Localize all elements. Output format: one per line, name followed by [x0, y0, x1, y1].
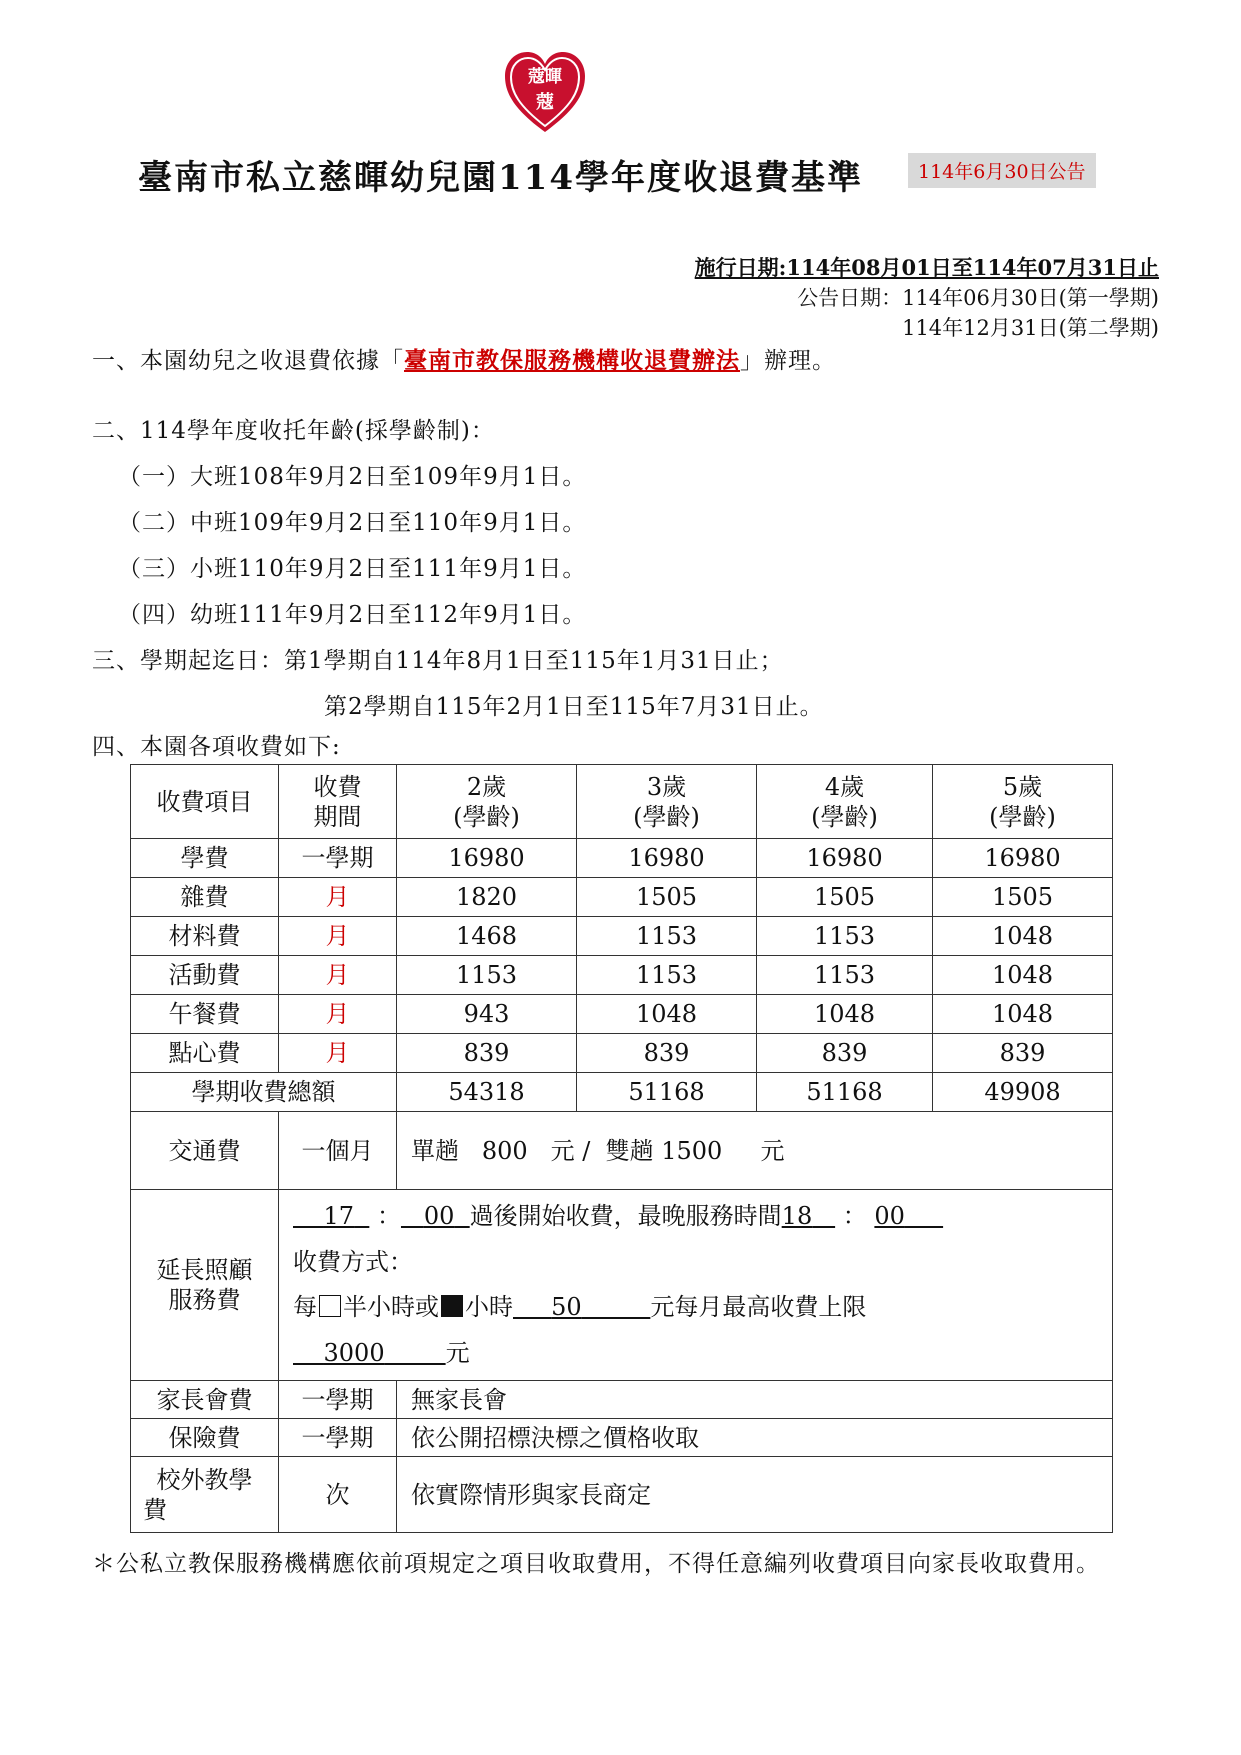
- single-trip-fee: 800: [481, 1136, 528, 1165]
- fee-value: 839: [933, 1034, 1113, 1073]
- insurance-item: 保險費: [131, 1419, 279, 1457]
- fee-value: 1820: [397, 878, 577, 917]
- fee-value: 943: [397, 995, 577, 1034]
- header-age-3: [577, 765, 757, 839]
- fee-value: 839: [577, 1034, 757, 1073]
- fee-value: 16980: [577, 839, 757, 878]
- trip-item: [131, 1457, 279, 1533]
- fee-value: 1505: [757, 878, 933, 917]
- cap-line: [293, 1331, 1112, 1377]
- school-logo: [505, 52, 585, 134]
- start-minute: 00: [423, 1202, 455, 1230]
- section-1-prefix: 一、本園幼兒之收退費依據「: [92, 348, 404, 374]
- age-label: 3歲: [646, 772, 687, 801]
- total-value: 51168: [757, 1073, 933, 1112]
- total-label: 學期收費總額: [131, 1073, 397, 1112]
- header-period: [279, 765, 397, 839]
- parents-item: 家長會費: [131, 1381, 279, 1419]
- header-age-2: [397, 765, 577, 839]
- age-label: 4歲: [824, 772, 865, 801]
- semester-dates-line-2: 第2學期自115年2月1日至115年7月31日止。: [324, 694, 824, 720]
- age-note: (學齡): [633, 802, 700, 831]
- table-row: [131, 878, 1113, 917]
- table-row: [131, 995, 1113, 1034]
- announce-date-2: 114年12月31日(第二學期): [902, 316, 1159, 340]
- age-label: 5歲: [1002, 772, 1043, 801]
- fee-item: 學費: [131, 839, 279, 878]
- unit: 元: [760, 1136, 785, 1165]
- section-1-suffix: 」辦理。: [740, 348, 836, 374]
- age-note: (學齡): [989, 802, 1056, 831]
- parents-row: [131, 1381, 1113, 1419]
- total-row: [131, 1073, 1113, 1112]
- svg-text:蔻: 蔻: [536, 92, 554, 113]
- fee-period: 月: [279, 878, 397, 917]
- cap-unit: 元: [445, 1338, 470, 1367]
- header-period-line1: 收費: [313, 772, 362, 801]
- fee-value: 839: [757, 1034, 933, 1073]
- announce-date-1: 公告日期：114年06月30日(第一學期): [797, 286, 1159, 310]
- insurance-row: [131, 1419, 1113, 1457]
- fee-value: 16980: [933, 839, 1113, 878]
- fee-value: 1048: [757, 995, 933, 1034]
- extended-care-row: [131, 1190, 1113, 1381]
- trip-item-line2: 費: [143, 1495, 167, 1524]
- semester-dates-line-1: 三、學期起迄日：第1學期自114年8月1日至115年1月31日止；: [92, 648, 784, 674]
- fee-value: 1468: [397, 917, 577, 956]
- parents-desc: 無家長會: [397, 1381, 1113, 1419]
- fee-item: 雜費: [131, 878, 279, 917]
- fee-value: 1153: [757, 917, 933, 956]
- regulation-link[interactable]: 臺南市教保服務機構收退費辦法: [404, 347, 740, 374]
- footnote-mark: ＊: [92, 1551, 116, 1577]
- start-hour: 17: [323, 1202, 355, 1230]
- double-trip-label: 雙趟: [605, 1136, 654, 1165]
- method-label: 收費方式：: [293, 1247, 413, 1276]
- footnote: [92, 1547, 1152, 1583]
- age-range-item: （四）幼班111年9月2日至112年9月1日。: [118, 602, 587, 628]
- separator: /: [582, 1136, 591, 1165]
- transport-row: [131, 1112, 1113, 1190]
- fee-item: 活動費: [131, 956, 279, 995]
- fee-period: 月: [279, 917, 397, 956]
- table-row: [131, 1034, 1113, 1073]
- fee-period: 月: [279, 995, 397, 1034]
- half-hour-label: 半小時或: [343, 1293, 439, 1322]
- total-value: 54318: [397, 1073, 577, 1112]
- fee-value: 16980: [397, 839, 577, 878]
- single-trip-label: 單趟: [411, 1136, 459, 1165]
- transport-item: 交通費: [131, 1112, 279, 1190]
- start-text: 過後開始收費，最晚服務時間: [469, 1202, 782, 1230]
- age-label: 2歲: [466, 772, 507, 801]
- age-range-item: （三）小班110年9月2日至111年9月1日。: [118, 556, 587, 582]
- unit: 元: [550, 1136, 575, 1165]
- fee-item: 材料費: [131, 917, 279, 956]
- fee-value: 1505: [577, 878, 757, 917]
- half-hour-checkbox[interactable]: [319, 1295, 341, 1317]
- header-item: 收費項目: [131, 765, 279, 839]
- cap-value: 3000: [323, 1338, 385, 1367]
- rate-text: 元每月最高收費上限: [650, 1293, 867, 1322]
- fee-value: 16980: [757, 839, 933, 878]
- transport-period: 一個月: [279, 1112, 397, 1190]
- page-title: 臺南市私立慈暉幼兒園114學年度收退費基準: [138, 158, 863, 198]
- extended-item: [131, 1190, 279, 1381]
- insurance-desc: 依公開招標決標之價格收取: [397, 1419, 1113, 1457]
- publish-date-badge: 114年6月30日公告: [908, 153, 1096, 188]
- fee-period: 月: [279, 956, 397, 995]
- trip-item-line1: 校外教學: [156, 1465, 253, 1494]
- transport-desc: [397, 1112, 1113, 1190]
- section-2-heading: 二、114學年度收托年齡(採學齡制)：: [92, 418, 495, 444]
- fee-value: 1153: [577, 956, 757, 995]
- end-minute: 00: [874, 1202, 905, 1230]
- fee-item: 午餐費: [131, 995, 279, 1034]
- table-header-row: [131, 765, 1113, 839]
- per-label: 每: [293, 1293, 317, 1322]
- table-row: [131, 917, 1113, 956]
- fee-value: 839: [397, 1034, 577, 1073]
- parents-period: 一學期: [279, 1381, 397, 1419]
- colon: ：: [376, 1202, 401, 1230]
- fee-value: 1048: [933, 956, 1113, 995]
- colon: ：: [842, 1202, 867, 1230]
- fee-value: 1505: [933, 878, 1113, 917]
- fee-value: 1153: [397, 956, 577, 995]
- effective-date: 施行日期:114年08月01日至114年07月31日止: [694, 255, 1159, 280]
- heart-logo-icon: [505, 52, 585, 134]
- trip-desc: 依實際情形與家長商定: [397, 1457, 1113, 1533]
- extended-desc: [279, 1190, 1113, 1381]
- trip-period: 次: [279, 1457, 397, 1533]
- footnote-text: 公私立教保服務機構應依前項規定之項目收取費用，不得任意編列收費項目向家長收取費用。: [116, 1551, 1100, 1577]
- age-note: (學齡): [811, 802, 878, 831]
- fee-item: 點心費: [131, 1034, 279, 1073]
- hour-label: 小時: [465, 1293, 513, 1322]
- total-value: 49908: [933, 1073, 1113, 1112]
- field-trip-row: [131, 1457, 1113, 1533]
- insurance-period: 一學期: [279, 1419, 397, 1457]
- header-age-5: [933, 765, 1113, 839]
- rate-value: 50: [551, 1293, 582, 1322]
- svg-text:蔻暉: 蔻暉: [528, 67, 562, 87]
- age-range-item: （一）大班108年9月2日至109年9月1日。: [118, 464, 587, 490]
- header-age-4: [757, 765, 933, 839]
- fee-value: 1048: [933, 917, 1113, 956]
- header-period-line2: 期間: [313, 802, 362, 831]
- section-1: [92, 342, 836, 375]
- fee-value: 1048: [577, 995, 757, 1034]
- fee-value: 1048: [933, 995, 1113, 1034]
- rate-line: [293, 1285, 1112, 1331]
- section-4-heading: 四、本園各項收費如下:: [92, 734, 341, 760]
- fee-value: 1153: [577, 917, 757, 956]
- table-row: [131, 839, 1113, 878]
- hour-checkbox[interactable]: [441, 1295, 463, 1317]
- age-note: (學齡): [453, 802, 520, 831]
- double-trip-fee: 1500: [661, 1136, 723, 1165]
- extended-time-line: [293, 1194, 1112, 1240]
- table-row: [131, 956, 1113, 995]
- fee-table: [130, 764, 1113, 1533]
- age-range-item: （二）中班109年9月2日至110年9月1日。: [118, 510, 587, 536]
- fee-period: 月: [279, 1034, 397, 1073]
- extended-item-line1: 延長照顧: [156, 1256, 253, 1285]
- extended-item-line2: 服務費: [168, 1286, 241, 1315]
- fee-period: 一學期: [279, 839, 397, 878]
- total-value: 51168: [577, 1073, 757, 1112]
- end-hour: 18: [781, 1202, 813, 1230]
- fee-value: 1153: [757, 956, 933, 995]
